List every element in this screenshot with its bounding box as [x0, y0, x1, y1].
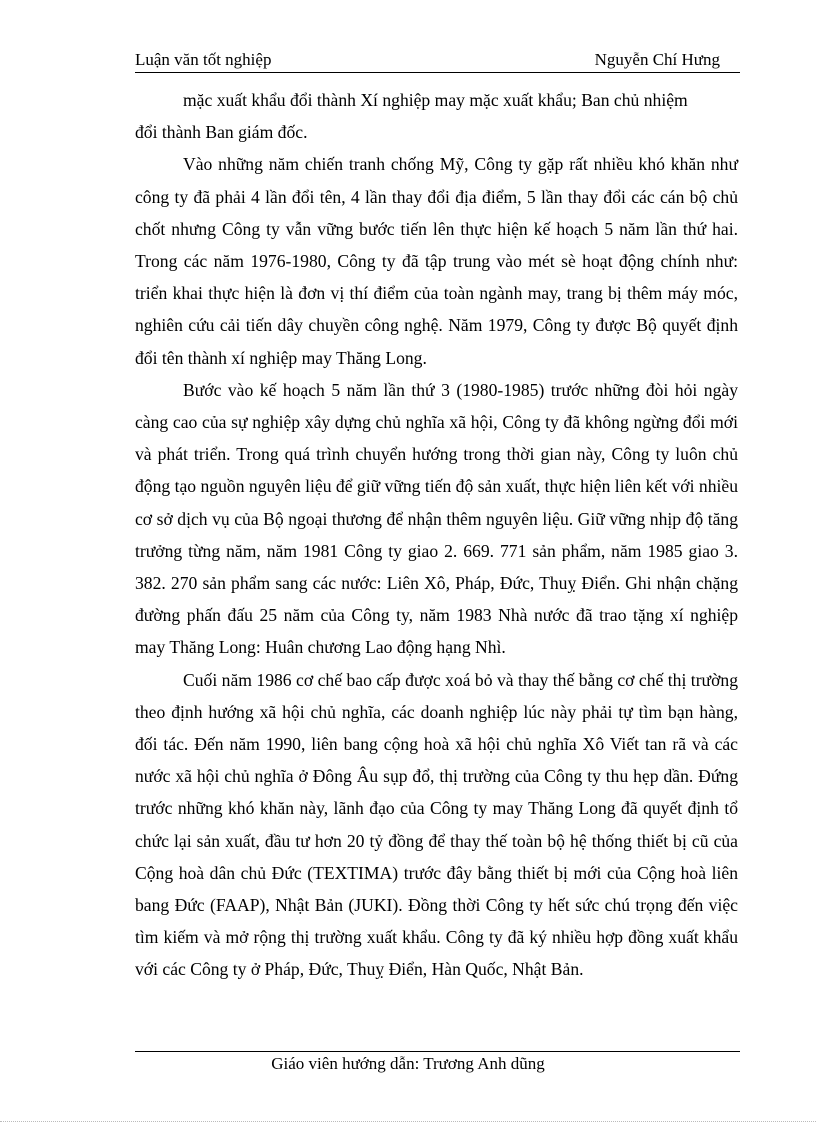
page-header [135, 48, 740, 73]
document-body [135, 84, 738, 986]
footer-divider [135, 1051, 740, 1052]
paragraph-continued-line1: mặc xuất khẩu đổi thành Xí nghiệp may mặc xuất khẩu; Ban chủ nhiệm [183, 90, 688, 110]
page-bottom-border [0, 1121, 816, 1122]
footer-advisor: Giáo viên hướng dẫn: Trương Anh dũng [271, 1054, 545, 1073]
header-thesis-title: Luận văn tốt nghiệp [135, 50, 272, 69]
header-author-name: Nguyễn Chí Hưng [594, 50, 720, 69]
paragraph-market-economy: Cuối năm 1986 cơ chế bao cấp được xoá bỏ và thay thế bằng cơ chế thị trường theo định hướng xã hội chủ nghĩa, các doanh nghiệp lúc này phải tự tìm bạn hàng, đối tác. Đến năm 1990, liên bang cộng hoà xã hội chủ nghĩa Xô Viết tan rã và các nước xã hội chủ nghĩa ở Đông Âu sụp đổ, thị trường của Công ty thu hẹp dần. Đứng trước những khó khăn này, lãnh đạo của Công ty may Thăng Long đã quyết định tổ chức lại sản xuất, đầu tư hơn 20 tỷ đồng để thay thế toàn bộ hệ thống thiết bị cũ của Cộng hoà dân chủ Đức (TEXTIMA) trước đây bằng thiết bị mới của Cộng hoà liên bang Đức (FAAP), Nhật Bản (JUKI). Đồng thời Công ty hết sức chú trọng đến việc tìm kiếm và mở rộng thị trường xuất khẩu. Công ty đã ký nhiều hợp đồng xuất khẩu với các Công ty ở Pháp, Đức, Thuỵ Điển, Hàn Quốc, Nhật Bản. [135, 669, 738, 980]
paragraph-war-years: Vào những năm chiến tranh chống Mỹ, Công ty gặp rất nhiều khó khăn như công ty đã phải 4 lần đổi tên, 4 lần thay đổi địa điểm, 5 lần thay đổi các cán bộ chủ chốt nhưng Công ty vẫn vững bước tiến lên thực hiện kế hoạch 5 năm lần thứ hai. Trong các năm 1976-1980, Công ty đã tập trung vào mét sè hoạt động chính như: triển khai thực hiện là đơn vị thí điểm của toàn ngành may, trang bị thêm máy móc, nghiên cứu cải tiến dây chuyền công nghệ. Năm 1979, Công ty được Bộ quyết định đổi tên thành xí nghiệp may Thăng Long. [135, 154, 738, 368]
paragraph-five-year-plan: Bước vào kế hoạch 5 năm lần thứ 3 (1980-1985) trước những đòi hỏi ngày càng cao của sự nghiệp xây dựng chủ nghĩa xã hội, Công ty đã không ngừng đổi mới và phát triển. Trong quá trình chuyển hướng trong thời gian này, Công ty luôn chủ động tạo nguồn nguyên liệu để giữ vững tiến độ sản xuất, thực hiện liên kết với nhiều cơ sở dịch vụ của Bộ ngoại thương để nhận thêm nguyên liệu. Giữ vững nhịp độ tăng trưởng từng năm, năm 1981 Công ty giao 2. 669. 771 sản phẩm, năm 1985 giao 3. 382. 270 sản phẩm sang các nước: Liên Xô, Pháp, Đức, Thuỵ Điển. Ghi nhận chặng đường phấn đấu 25 năm của Công ty, năm 1983 Nhà nước đã trao tặng xí nghiệp may Thăng Long: Huân chương Lao động hạng Nhì. [135, 379, 738, 658]
paragraph-continued-line2: đổi thành Ban giám đốc. [135, 122, 308, 143]
